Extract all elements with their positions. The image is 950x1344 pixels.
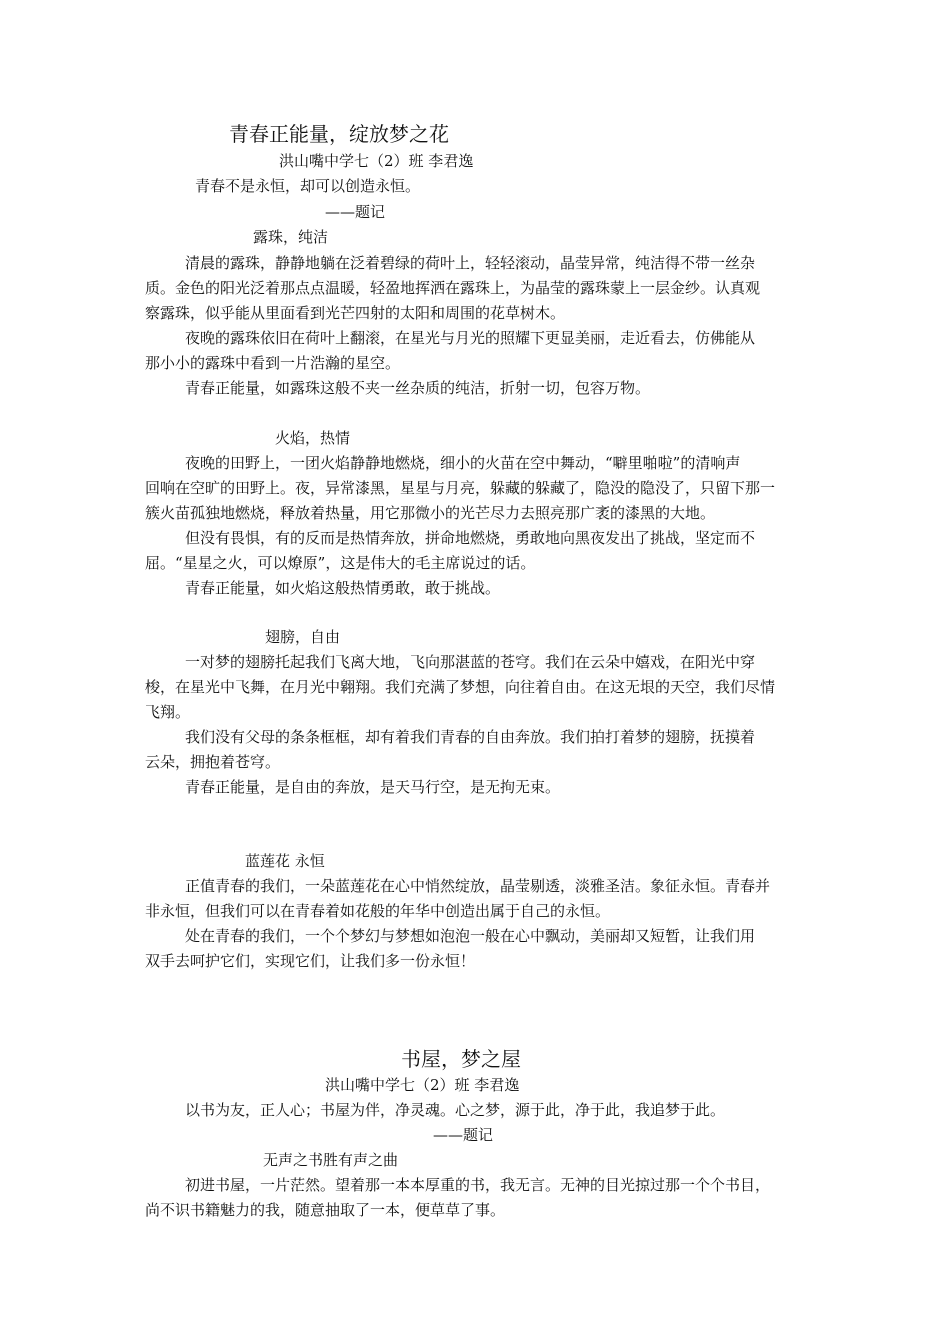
- essay2-title: 书屋，梦之屋: [401, 1047, 521, 1071]
- section-heading-dewdrop: 露珠，纯洁: [253, 228, 329, 246]
- paragraph-line: 双手去呵护它们，实现它们，让我们多一份永恒！: [145, 952, 476, 970]
- paragraph-line: 夜晚的田野上，一团火焰静静地燃烧，细小的火苗在空中舞动，“噼里啪啦”的清响声: [185, 454, 741, 472]
- paragraph-line: 处在青春的我们，一个个梦幻与梦想如泡泡一般在心中飘动，美丽却又短暂，让我们用: [185, 927, 756, 945]
- paragraph-line: 那小小的露珠中看到一片浩瀚的星空。: [145, 354, 401, 372]
- paragraph-line: 青春正能量，如火焰这般热情勇敢，敢于挑战。: [185, 579, 501, 597]
- paragraph-line: 我们没有父母的条条框框，却有着我们青春的自由奔放。我们拍打着梦的翅膀，抚摸着: [185, 728, 756, 746]
- section-heading-silent-book: 无声之书胜有声之曲: [263, 1151, 399, 1169]
- paragraph-line: 察露珠，似乎能从里面看到光芒四射的太阳和周围的花草树木。: [145, 304, 566, 322]
- paragraph-line: 非永恒，但我们可以在青春着如花般的年华中创造出属于自己的永恒。: [145, 902, 611, 920]
- essay1-epigraph: 青春不是永恒，却可以创造永恒。: [195, 177, 421, 195]
- paragraph-line: 正值青春的我们，一朵蓝莲花在心中悄然绽放，晶莹剔透，淡雅圣洁。象征永恒。青春并: [185, 877, 771, 895]
- paragraph-line: 青春正能量，如露珠这般不夹一丝杂质的纯洁，折射一切，包容万物。: [185, 379, 651, 397]
- essay1-byline: 洪山嘴中学七（2）班 李君逸: [279, 152, 474, 170]
- essay1-epigraph-source: ——题记: [325, 203, 386, 221]
- paragraph-line: 云朵，拥抱着苍穹。: [145, 753, 281, 771]
- paragraph-line: 屈。“星星之火，可以燎原”，这是伟大的毛主席说过的话。: [145, 554, 536, 572]
- essay2-epigraph: 以书为友，正人心；书屋为伴，净灵魂。心之梦，源于此，净于此，我追梦于此。: [185, 1101, 726, 1119]
- paragraph-line: 夜晚的露珠依旧在荷叶上翻滚，在星光与月光的照耀下更显美丽，走近看去，仿佛能从: [185, 329, 756, 347]
- paragraph-line: 回响在空旷的田野上。夜，异常漆黑，星星与月亮，躲藏的躲藏了，隐没的隐没了，只留下那一: [145, 479, 776, 497]
- essay1-title: 青春正能量，绽放梦之花: [229, 122, 449, 146]
- paragraph-line: 但没有畏惧，有的反而是热情奔放，拼命地燃烧，勇敢地向黑夜发出了挑战，坚定而不: [185, 529, 756, 547]
- essay2-epigraph-source: ——题记: [433, 1126, 494, 1144]
- paragraph-line: 清晨的露珠，静静地躺在泛着碧绿的荷叶上，轻轻滚动，晶莹异常，纯洁得不带一丝杂: [185, 254, 756, 272]
- section-heading-blue-lotus: 蓝莲花 永恒: [245, 852, 325, 870]
- paragraph-line: 一对梦的翅膀托起我们飞离大地，飞向那湛蓝的苍穹。我们在云朵中嬉戏，在阳光中穿: [185, 653, 756, 671]
- paragraph-line: 初进书屋，一片茫然。望着那一本本厚重的书，我无言。无神的目光掠过那一个个书目，: [185, 1176, 771, 1194]
- paragraph-line: 青春正能量，是自由的奔放，是天马行空，是无拘无束。: [185, 778, 561, 796]
- essay2-byline: 洪山嘴中学七（2）班 李君逸: [325, 1076, 520, 1094]
- paragraph-line: 尚不识书籍魅力的我，随意抽取了一本，便草草了事。: [145, 1201, 506, 1219]
- section-heading-flame: 火焰，热情: [275, 429, 351, 447]
- section-heading-wings: 翅膀，自由: [265, 628, 341, 646]
- paragraph-line: 质。金色的阳光泛着那点点温暖，轻盈地挥洒在露珠上，为晶莹的露珠蒙上一层金纱。认真观: [145, 279, 761, 297]
- paragraph-line: 飞翔。: [145, 703, 191, 721]
- paragraph-line: 梭，在星光中飞舞，在月光中翱翔。我们充满了梦想，向往着自由。在这无垠的天空，我们尽情: [145, 678, 776, 696]
- paragraph-line: 簇火苗孤独地燃烧，释放着热量，用它那微小的光芒尽力去照亮那广袤的漆黑的大地。: [145, 504, 716, 522]
